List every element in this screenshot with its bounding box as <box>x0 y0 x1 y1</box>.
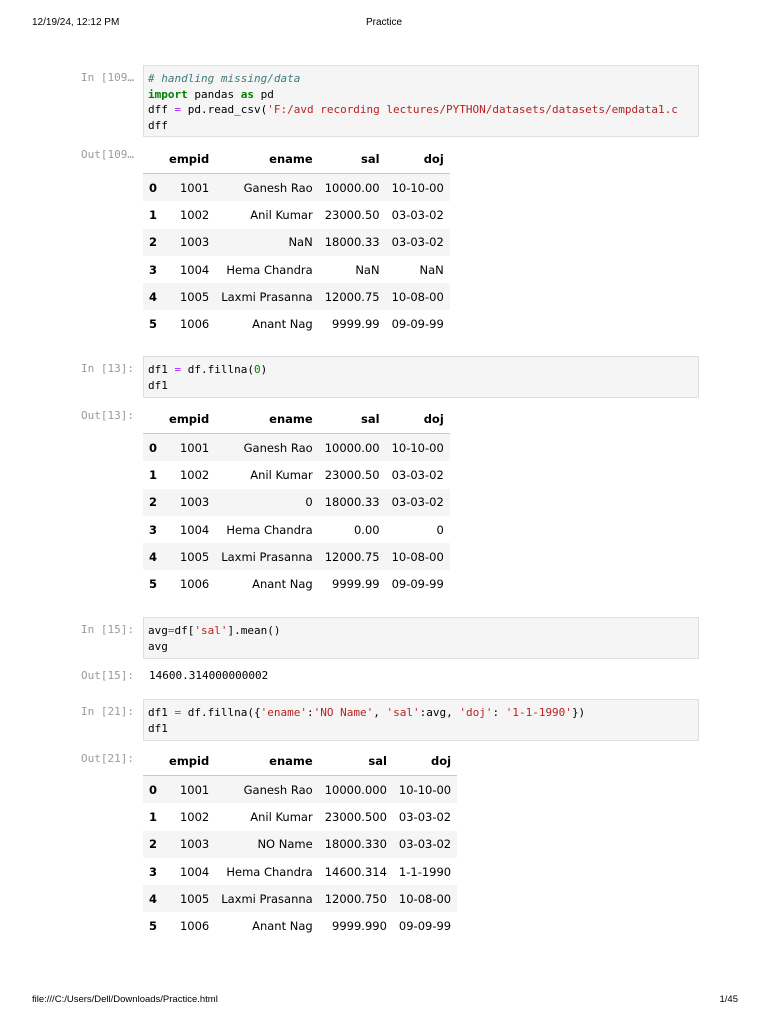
row-index: 0 <box>149 180 158 195</box>
code-token: 'doj' <box>459 706 493 719</box>
code-token: df1 <box>148 378 168 392</box>
code-token: = <box>167 624 175 637</box>
table-row <box>143 912 457 939</box>
table-row <box>143 489 450 516</box>
code-token: 'ename' <box>260 706 307 719</box>
code-token: : <box>306 706 314 719</box>
table-row <box>143 516 450 543</box>
code-line <box>148 102 698 118</box>
column-header: ename <box>215 404 318 434</box>
column-header: ename <box>215 144 318 174</box>
code-token: = <box>174 103 182 116</box>
column-header: ename <box>215 746 318 776</box>
table-cell: Ganesh Rao <box>243 782 313 797</box>
table-cell: 03-03-02 <box>391 235 444 250</box>
code-line <box>148 721 698 737</box>
file-path: file:///C:/Users/Dell/Downloads/Practice.html <box>32 994 218 1005</box>
table-cell: 18000.330 <box>324 837 387 852</box>
table-cell: 03-03-02 <box>398 809 452 824</box>
code-token: = <box>174 363 182 376</box>
code-line <box>148 71 698 87</box>
table-cell: Laxmi Prasanna <box>221 549 313 564</box>
table-cell: 10-10-00 <box>391 440 444 455</box>
code-token: 'sal' <box>194 624 228 637</box>
table-cell: 1003 <box>179 495 210 510</box>
code-line <box>148 378 698 394</box>
column-header: doj <box>386 404 450 434</box>
table-cell: 23000.500 <box>324 809 387 824</box>
table-cell: 1005 <box>179 549 210 564</box>
scalar-output: 14600.314000000002 <box>149 669 269 682</box>
table-row <box>143 776 457 804</box>
print-datetime: 12/19/24, 12:12 PM <box>32 17 120 28</box>
table-cell: 09-09-99 <box>398 919 452 934</box>
table-row <box>143 283 450 310</box>
row-index: 0 <box>149 782 158 797</box>
table-cell: Anant Nag <box>252 919 313 934</box>
table-cell: 10-08-00 <box>398 891 452 906</box>
code-token: import <box>148 87 188 101</box>
code-token: as <box>240 87 254 101</box>
table-cell: 1005 <box>179 891 210 906</box>
index-header <box>143 404 163 434</box>
dataframe-table <box>143 404 450 598</box>
row-index: 4 <box>149 549 158 564</box>
input-prompt: In [15]: <box>81 623 134 636</box>
table-cell: 18000.33 <box>324 235 380 250</box>
table-cell: NaN <box>419 262 444 277</box>
table-cell: 10-08-00 <box>391 289 444 304</box>
table-cell: Anant Nag <box>252 577 313 592</box>
table-cell: 9999.990 <box>332 919 387 934</box>
code-token: avg <box>148 639 168 653</box>
table-cell: NaN <box>355 262 380 277</box>
page-number: 1/45 <box>719 994 738 1005</box>
code-token: df.fillna({ <box>181 706 261 719</box>
output-prompt: Out[21]: <box>81 752 134 765</box>
row-index: 5 <box>149 919 158 934</box>
index-header <box>143 746 163 776</box>
row-index: 2 <box>149 837 158 852</box>
table-cell: 1002 <box>179 809 210 824</box>
table-cell: 0.00 <box>353 522 380 537</box>
code-cell-input[interactable] <box>143 617 699 659</box>
dataframe-table <box>143 746 457 940</box>
code-token: : <box>492 706 506 719</box>
table-cell: 1006 <box>179 577 210 592</box>
code-token: pd.read_csv( <box>181 103 268 116</box>
print-footer <box>0 994 768 1008</box>
table-cell: NO Name <box>257 837 313 852</box>
table-row <box>143 310 450 337</box>
row-index: 0 <box>149 440 158 455</box>
code-cell-input[interactable] <box>143 699 699 741</box>
table-cell: 1001 <box>179 782 210 797</box>
code-token: 'sal' <box>386 706 420 719</box>
code-token: 0 <box>253 363 261 376</box>
table-row <box>143 831 457 858</box>
column-header: empid <box>163 404 215 434</box>
output-prompt: Out[13]: <box>81 409 134 422</box>
table-cell: Anil Kumar <box>250 207 313 222</box>
table-cell: 0 <box>436 522 444 537</box>
table-cell: 14600.314 <box>324 864 387 879</box>
code-token: ].mean() <box>227 624 281 637</box>
table-cell: 0 <box>305 495 313 510</box>
table-cell: 1004 <box>179 262 210 277</box>
table-cell: 12000.75 <box>324 289 380 304</box>
table-cell: 1003 <box>179 235 210 250</box>
table-row <box>143 461 450 488</box>
table-cell: Anil Kumar <box>250 467 313 482</box>
table-cell: Hema Chandra <box>226 522 313 537</box>
code-token: pandas <box>187 87 241 101</box>
code-token: :avg, <box>419 706 460 719</box>
table-cell: Anil Kumar <box>250 809 313 824</box>
table-cell: 1006 <box>179 317 210 332</box>
table-row <box>143 570 450 597</box>
row-index: 5 <box>149 317 158 332</box>
table-row <box>143 543 450 570</box>
table-cell: 03-03-02 <box>391 495 444 510</box>
table-cell: 1003 <box>179 837 210 852</box>
code-token: df1 <box>148 363 175 376</box>
row-index: 1 <box>149 467 158 482</box>
table-cell: 1002 <box>179 207 210 222</box>
table-cell: 1006 <box>179 919 210 934</box>
table-cell: Laxmi Prasanna <box>221 289 313 304</box>
table-header-row <box>143 404 450 434</box>
table-cell: 09-09-99 <box>391 317 444 332</box>
table-cell: 1004 <box>179 864 210 879</box>
code-token: 'NO Name' <box>313 706 374 719</box>
code-token: '1-1-1990' <box>505 706 572 719</box>
code-cell-input[interactable] <box>143 356 699 398</box>
table-cell: 09-09-99 <box>391 577 444 592</box>
row-index: 3 <box>149 522 158 537</box>
table-cell: 1005 <box>179 289 210 304</box>
table-cell: 12000.750 <box>324 891 387 906</box>
row-index: 4 <box>149 289 158 304</box>
column-header: sal <box>319 144 386 174</box>
code-token: df1 <box>148 706 175 719</box>
table-cell: 1-1-1990 <box>398 864 452 879</box>
column-header: doj <box>386 144 450 174</box>
row-index: 2 <box>149 495 158 510</box>
column-header: sal <box>319 404 386 434</box>
code-token: }) <box>571 706 586 719</box>
table-row <box>143 229 450 256</box>
column-header: empid <box>163 746 215 776</box>
column-header: empid <box>163 144 215 174</box>
code-token: df1 <box>148 721 168 735</box>
row-index: 3 <box>149 262 158 277</box>
column-header: sal <box>319 746 393 776</box>
code-line <box>148 705 698 721</box>
print-title: Practice <box>365 17 403 28</box>
code-line <box>148 623 698 639</box>
table-cell: 18000.33 <box>324 495 380 510</box>
row-index: 5 <box>149 577 158 592</box>
code-line <box>148 118 698 134</box>
code-token: df.fillna( <box>181 363 254 376</box>
table-cell: 9999.99 <box>332 577 380 592</box>
code-line <box>148 362 698 378</box>
table-cell: NaN <box>288 235 313 250</box>
table-cell: 1002 <box>179 467 210 482</box>
row-index: 1 <box>149 809 158 824</box>
table-cell: Laxmi Prasanna <box>221 891 313 906</box>
table-row <box>143 201 450 228</box>
table-row <box>143 803 457 830</box>
code-token: # handling missing/data <box>148 72 301 85</box>
table-header-row <box>143 144 450 174</box>
output-prompt: Out[109… <box>81 148 134 161</box>
code-token: pd <box>253 87 274 101</box>
code-token: dff <box>148 103 175 116</box>
table-cell: 10000.00 <box>324 180 380 195</box>
table-cell: Hema Chandra <box>226 864 313 879</box>
table-cell: 10-10-00 <box>398 782 452 797</box>
table-cell: 12000.75 <box>324 549 380 564</box>
table-cell: Ganesh Rao <box>243 180 313 195</box>
table-cell: 10000.00 <box>324 440 380 455</box>
code-token: dff <box>148 118 168 132</box>
code-cell-input[interactable] <box>143 65 699 137</box>
input-prompt: In [13]: <box>81 362 134 375</box>
code-line <box>148 639 698 655</box>
table-cell: 1004 <box>179 522 210 537</box>
row-index: 4 <box>149 891 158 906</box>
table-cell: 1001 <box>179 440 210 455</box>
row-index: 1 <box>149 207 158 222</box>
table-cell: 03-03-02 <box>391 467 444 482</box>
table-cell: 03-03-02 <box>391 207 444 222</box>
table-cell: 9999.99 <box>332 317 380 332</box>
code-token: = <box>174 706 182 719</box>
table-cell: 10-08-00 <box>391 549 444 564</box>
code-line <box>148 87 698 103</box>
code-token: ) <box>260 363 268 376</box>
output-prompt: Out[15]: <box>81 669 134 682</box>
input-prompt: In [109… <box>81 71 134 84</box>
table-cell: Ganesh Rao <box>243 440 313 455</box>
table-cell: 23000.50 <box>324 467 380 482</box>
table-cell: 03-03-02 <box>398 837 452 852</box>
code-token: avg <box>148 624 168 637</box>
table-cell: 10000.000 <box>324 782 387 797</box>
table-row <box>143 885 457 912</box>
table-cell: Hema Chandra <box>226 262 313 277</box>
input-prompt: In [21]: <box>81 705 134 718</box>
table-header-row <box>143 746 457 776</box>
print-header <box>0 17 768 31</box>
table-cell: 10-10-00 <box>391 180 444 195</box>
dataframe-table <box>143 144 450 338</box>
table-row <box>143 434 450 462</box>
table-row <box>143 858 457 885</box>
row-index: 3 <box>149 864 158 879</box>
code-token: 'F:/avd recording lectures/PYTHON/datasets/datasets/empdata1.c <box>267 103 678 116</box>
code-token: df[ <box>174 624 195 637</box>
table-cell: 1001 <box>179 180 210 195</box>
table-row <box>143 174 450 202</box>
code-token: , <box>373 706 387 719</box>
row-index: 2 <box>149 235 158 250</box>
table-cell: Anant Nag <box>252 317 313 332</box>
table-cell: 23000.50 <box>324 207 380 222</box>
index-header <box>143 144 163 174</box>
table-row <box>143 256 450 283</box>
column-header: doj <box>393 746 457 776</box>
